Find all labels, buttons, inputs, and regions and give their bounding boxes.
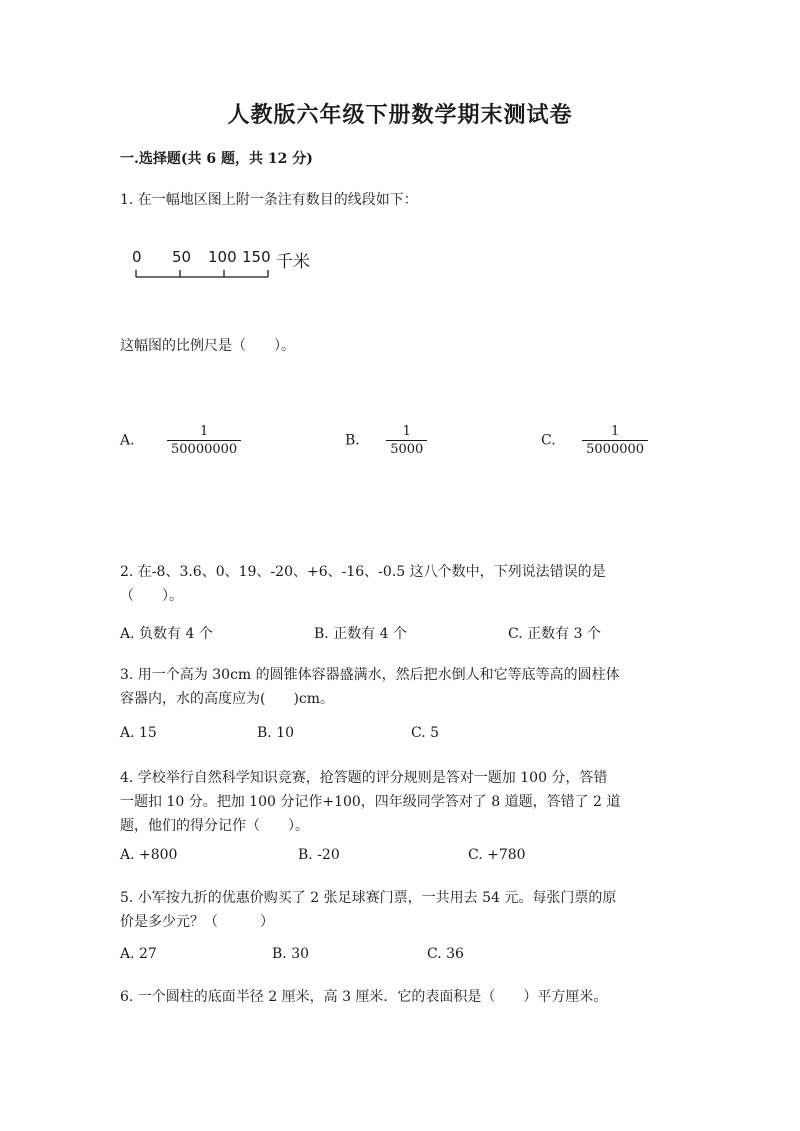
page-title: 人教版六年级下册数学期末测试卷 — [227, 102, 573, 128]
option-b[interactable]: B. 正数有 4 个 — [314, 626, 407, 642]
denominator: 5000 — [386, 440, 427, 457]
option-c[interactable]: C. 正数有 3 个 — [508, 626, 601, 642]
scale-tick-label: 0 — [132, 248, 142, 266]
question-3-line-2: 容器内，水的高度应为( )cm。 — [120, 691, 335, 707]
scale-tick-label: 100 — [208, 248, 237, 266]
scale-tick-label: 150 — [242, 248, 271, 266]
scale-bar — [130, 266, 280, 282]
denominator: 50000000 — [167, 440, 241, 457]
line-segment-scale — [130, 248, 330, 288]
option-a[interactable]: A. 15 — [120, 725, 157, 741]
option-c[interactable] — [541, 424, 648, 457]
question-4-line-2: 一题扣 10 分。把加 100 分记作+100，四年级同学答对了 8 道题，答错了 2 道 — [120, 794, 621, 810]
question-1-prompt: 这幅图的比例尺是（ ）。 — [120, 338, 295, 354]
option-label: C. — [541, 432, 556, 449]
scale-tick-label: 50 — [172, 248, 192, 266]
option-b[interactable] — [345, 424, 427, 457]
question-4-line-1: 4. 学校举行自然科学知识竞赛，抢答题的评分规则是答对一题加 100 分，答错 — [120, 770, 608, 786]
denominator: 5000000 — [582, 440, 648, 457]
option-a[interactable] — [120, 424, 241, 457]
option-b[interactable]: B. 10 — [257, 725, 295, 741]
option-label: A. — [120, 432, 135, 449]
question-5-line-1: 5. 小军按九折的优惠价购买了 2 张足球赛门票，一共用去 54 元。每张门票的原 — [120, 890, 617, 906]
numerator: 1 — [610, 424, 620, 439]
option-b[interactable]: B. 30 — [272, 946, 310, 962]
option-c[interactable]: C. +780 — [468, 847, 526, 863]
scale-unit-label: 千米 — [276, 252, 310, 272]
question-2-line-2: （ ）。 — [120, 588, 183, 604]
question-6-line-1: 6. 一个圆柱的底面半径 2 厘米，高 3 厘米．它的表面积是（ ）平方厘米。 — [120, 989, 608, 1005]
numerator: 1 — [199, 424, 209, 439]
option-a[interactable]: A. 负数有 4 个 — [120, 626, 213, 642]
option-b[interactable]: B. -20 — [298, 847, 340, 863]
question-1-stem: 1. 在一幅地区图上附一条注有数目的线段如下： — [120, 192, 418, 208]
fraction — [167, 424, 241, 457]
option-c[interactable]: C. 5 — [411, 725, 440, 741]
numerator: 1 — [402, 424, 411, 439]
option-a[interactable]: A. +800 — [120, 847, 178, 863]
question-5-line-2: 价是多少元？（ ） — [120, 914, 274, 930]
question-4-line-3: 题，他们的得分记作（ ）。 — [120, 818, 309, 834]
section-heading: 一.选择题(共 6 题，共 12 分) — [120, 151, 313, 167]
fraction — [582, 424, 648, 457]
option-label: B. — [345, 432, 360, 449]
question-3-line-1: 3. 用一个高为 30cm 的圆锥体容器盛满水，然后把水倒人和它等底等高的圆柱体 — [120, 667, 620, 683]
option-a[interactable]: A. 27 — [120, 946, 157, 962]
question-2-line-1: 2. 在-8、3.6、0、19、-20、+6、-16、-0.5 这八个数中，下列说法错误的是 — [120, 564, 606, 580]
option-c[interactable]: C. 36 — [427, 946, 464, 962]
fraction — [386, 424, 427, 457]
